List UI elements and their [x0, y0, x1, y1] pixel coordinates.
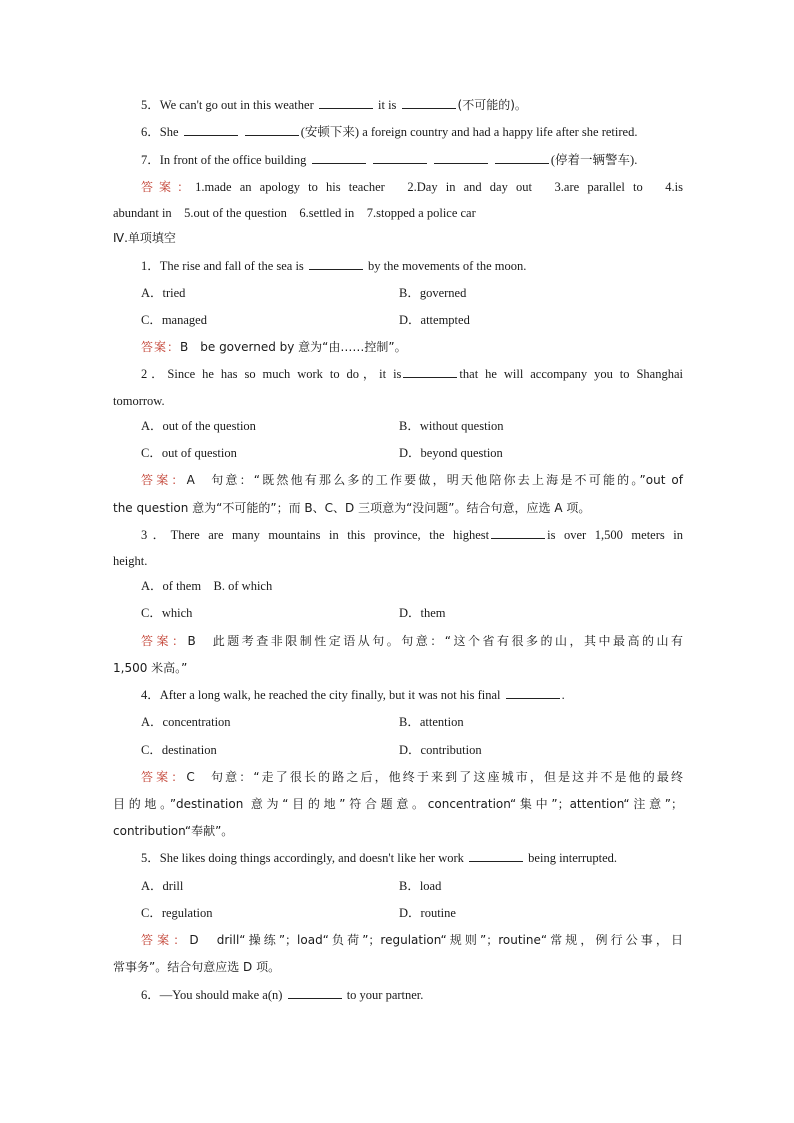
option-c[interactable]: C．regulation [141, 906, 213, 920]
option-c[interactable]: C．destination [141, 743, 217, 757]
option-d[interactable]: D．beyond question [399, 446, 503, 460]
question-stem: 4．After a long walk, he reached the city finally, but it was not his final . [141, 688, 565, 702]
answer-blank[interactable] [434, 152, 488, 164]
part3-answer-line: 答案：1.made an apology to his teacher 2.Day in and day out 3.are parallel to 4.is [141, 180, 683, 194]
option-c[interactable]: C．which [141, 606, 193, 620]
answer-blank[interactable] [309, 258, 363, 270]
answer-explanation: 答案：A 句意：“既然他有那么多的工作要做，明天他陪你去上海是不可能的。”out of [141, 473, 683, 487]
option-b[interactable]: B．governed [399, 286, 467, 300]
part3-question-6: 6．She (安顿下来) a foreign country and had a happy life after she retired. [141, 125, 638, 139]
option-a[interactable]: A．drill [141, 879, 184, 893]
answer-blank[interactable] [491, 527, 545, 539]
answer-label: 答案： [141, 340, 181, 354]
question-stem-cont: height. [113, 554, 148, 568]
answer-explanation: 答案：B 此题考查非限制性定语从句。句意：“这个省有很多的山，其中最高的山有 [141, 634, 683, 648]
option-b[interactable]: B．attention [399, 715, 464, 729]
option-a[interactable]: A．out of the question [141, 419, 256, 433]
question-stem: 6．—You should make a(n) to your partner. [141, 988, 424, 1002]
answer-blank[interactable] [312, 152, 366, 164]
question-stem-cont: tomorrow. [113, 394, 165, 408]
option-a[interactable]: A．concentration [141, 715, 231, 729]
option-d[interactable]: D．routine [399, 906, 456, 920]
question-stem: 1．The rise and fall of the sea is by the movements of the moon. [141, 259, 527, 273]
part3-question-7: 7．In front of the office building (停着一辆警车). [141, 153, 638, 167]
question-stem: 5．She likes doing things accordingly, and doesn't like her work being interrupted. [141, 851, 618, 865]
answer-explanation-cont: contribution“奉献”。 [113, 824, 234, 838]
answer-explanation-cont: 常事务”。结合句意应选 D 项。 [113, 960, 281, 974]
answer-blank[interactable] [373, 152, 427, 164]
question-stem: 3．There are many mountains in this province, the highest is over 1,500 meters in [141, 528, 683, 542]
option-a[interactable]: A．tried [141, 286, 186, 300]
answer-blank[interactable] [469, 850, 523, 862]
option-b[interactable]: B．without question [399, 419, 504, 433]
option-ab[interactable]: A．of them B. of which [141, 579, 273, 593]
answer-label: 答案： [141, 180, 196, 194]
answer-explanation-cont: 1,500 米高。” [113, 661, 188, 675]
answer-label: 答案： [141, 933, 190, 947]
answer-explanation-cont: the question 意为“不可能的”；而 B、C、D 三项意为“没问题”。结合句意，应选 A 项。 [113, 501, 591, 515]
question-stem: 2．Since he has so much work to do，it is that he will accompany you to Shanghai [141, 367, 683, 381]
answer-blank[interactable] [245, 124, 299, 136]
option-d[interactable]: D．attempted [399, 313, 470, 327]
answer-blank[interactable] [506, 687, 560, 699]
answer-blank[interactable] [495, 152, 549, 164]
option-c[interactable]: C．out of question [141, 446, 237, 460]
answer-label: 答案： [141, 473, 187, 487]
answer-blank[interactable] [184, 124, 238, 136]
section-heading: Ⅳ.单项填空 [113, 231, 176, 245]
part3-answer-line: abundant in 5.out of the question 6.settled in 7.stopped a police car [113, 206, 476, 220]
part3-question-5: 5．We can't go out in this weather it is (不可能的)。 [141, 98, 527, 112]
answer-blank[interactable] [403, 366, 457, 378]
answer-explanation: 答案：C 句意：“走了很长的路之后，他终于来到了这座城市，但是这并不是他的最终 [141, 770, 683, 784]
option-b[interactable]: B．load [399, 879, 442, 893]
answer-label: 答案： [141, 634, 188, 648]
answer-explanation-cont: 目的地。”destination 意为“目的地”符合题意。concentration“集中”；attention“注意”； [113, 797, 683, 811]
answer-label: 答案： [141, 770, 187, 784]
option-d[interactable]: D．contribution [399, 743, 482, 757]
option-c[interactable]: C．managed [141, 313, 207, 327]
answer-explanation: 答案：B be governed by 意为“由……控制”。 [141, 340, 407, 354]
answer-explanation: 答案：D drill“操练”；load“负荷”；regulation“规则”；routine“常规，例行公事，日 [141, 933, 683, 947]
answer-blank[interactable] [288, 987, 342, 999]
option-d[interactable]: D．them [399, 606, 446, 620]
answer-blank[interactable] [402, 97, 456, 109]
answer-blank[interactable] [319, 97, 373, 109]
